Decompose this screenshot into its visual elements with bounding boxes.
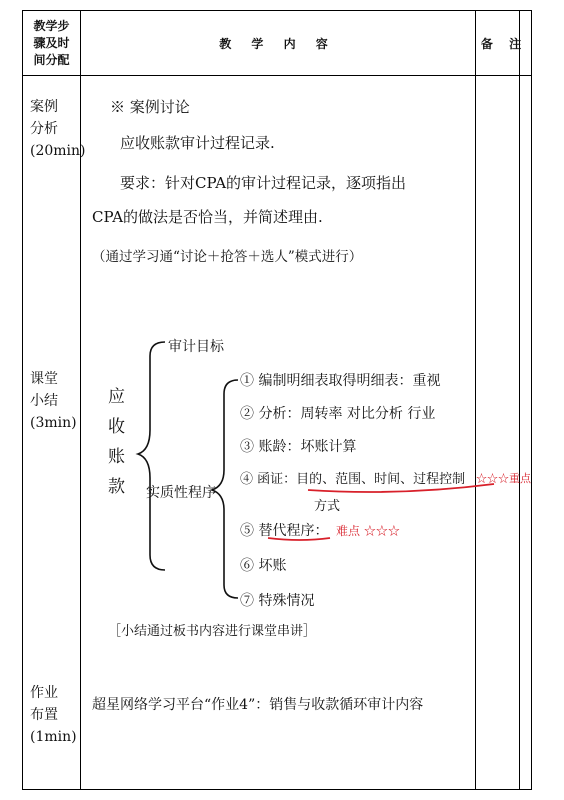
section-label-summary: 课堂 小结 (3min) [30, 371, 77, 431]
header-notes: 备 注 [480, 36, 528, 51]
root-char: 收 [108, 417, 125, 437]
branch-audit-objective: 审计目标 [168, 339, 224, 355]
requirement-line-2: CPA的做法是否恰当，并简述理由. [92, 208, 323, 226]
root-char: 账 [108, 447, 125, 467]
root-char: 款 [108, 477, 125, 497]
case-discussion-title: ※ 案例讨论 [110, 98, 190, 116]
procedure-item: ③ 账龄：坏账计算 [240, 439, 357, 455]
branch-substantive-procedure: 实质性程序 [146, 485, 216, 501]
header-step-time: 教学步 骤及时 间分配 [33, 18, 70, 67]
root-node-receivables [108, 382, 128, 502]
procedure-item: ⑦ 特殊情况 [240, 593, 315, 609]
homework-assignment: 超星网络学习平台“作业4”：销售与收款循环审计内容 [92, 697, 424, 713]
case-record: 应收账款审计过程记录. [120, 134, 275, 152]
procedure-item: ⑤ 替代程序： [240, 523, 329, 539]
section-label-homework: 作业 布置 (1min) [30, 685, 77, 745]
difficulty-stars: 难点 ☆☆☆ [336, 524, 400, 538]
procedure-item: ① 编制明细表取得明细表：重视 [240, 373, 441, 389]
procedure-item: ④ 函证：目的、范围、时间、过程控制 [240, 472, 466, 487]
key-point-stars: ☆☆☆重点 [476, 472, 531, 485]
root-char: 应 [108, 387, 125, 407]
requirement-line-1: 要求：针对CPA的审计过程记录，逐项指出 [120, 174, 407, 192]
procedure-item: ⑥ 坏账 [240, 558, 287, 574]
discussion-method: （通过学习通“讨论＋抢答＋选人”模式进行） [92, 249, 363, 265]
procedure-item: ② 分析：周转率 对比分析 行业 [240, 406, 436, 422]
summary-note: ［小结通过板书内容进行课堂串讲］ [108, 624, 317, 639]
header-content: 教 学 内 容 [219, 36, 336, 51]
procedure-item-continuation: 方式 [314, 499, 341, 514]
section-label-case-analysis: 案例 分析 (20min) [30, 99, 86, 159]
